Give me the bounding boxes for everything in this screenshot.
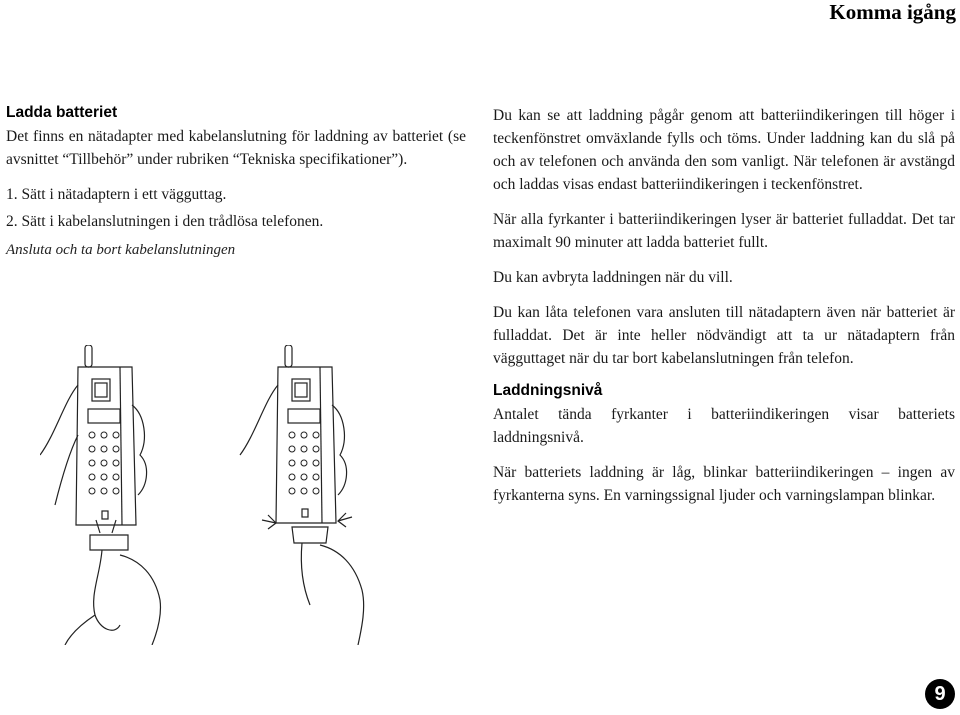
phone-right-drawing xyxy=(240,345,364,645)
phone-left-drawing xyxy=(40,345,161,645)
page-number-badge: 9 xyxy=(925,679,955,709)
step-1: 1. Sätt i nätadaptern i ett vägguttag. xyxy=(6,186,227,203)
fully-charged-paragraph: När alla fyrkanter i batteriindikeringen lyser är batteriet fulladdat. Det tar maximalt 90 minuter att ladda batteriet fullt. xyxy=(493,211,955,251)
left-column xyxy=(6,104,466,262)
right-column xyxy=(493,104,955,519)
step-2: 2. Sätt i kabelanslutningen i den trådlösa telefonen. xyxy=(6,213,324,230)
page-header-title: Komma igång xyxy=(829,0,956,24)
figure-caption: Ansluta och ta bort kabelanslutningen xyxy=(6,242,236,258)
stay-connected-paragraph: Du kan låta telefonen vara ansluten till nätadaptern även när batteriet är fulladdat. Det är inte heller nödvändigt att ta ur nätadaptern från vägguttaget när du tar bort kabelanslutningen från telefon. xyxy=(493,304,955,367)
charging-illustration xyxy=(40,345,370,645)
intro-paragraph: Det finns en nätadapter med kabelanslutning för laddning av batteriet (se avsnittet “Tillbehör” under rubriken “Tekniska specifikationer”). xyxy=(6,128,466,168)
section-heading-charge-battery: Ladda batteriet xyxy=(6,104,118,121)
charge-level-paragraph: Antalet tända fyrkanter i batteriindikeringen visar batteriets laddningsnivå. xyxy=(493,406,955,446)
interrupt-charging-paragraph: Du kan avbryta laddningen när du vill. xyxy=(493,269,733,286)
low-battery-paragraph: När batteriets laddning är låg, blinkar batteriindikeringen – ingen av fyrkanterna syns. En varningssignal ljuder och varningslampan blinkar. xyxy=(493,464,955,504)
section-heading-charge-level: Laddningsnivå xyxy=(493,382,603,399)
charging-indicator-paragraph: Du kan se att laddning pågår genom att batteriindikeringen till höger i teckenfönstret omväxlande fylls och töms. Under laddning kan du slå på och av telefonen och använda den som vanligt. När telefonen är avstängd och laddas visas endast batteriindikeringen i teckenfönstret. xyxy=(493,107,955,193)
